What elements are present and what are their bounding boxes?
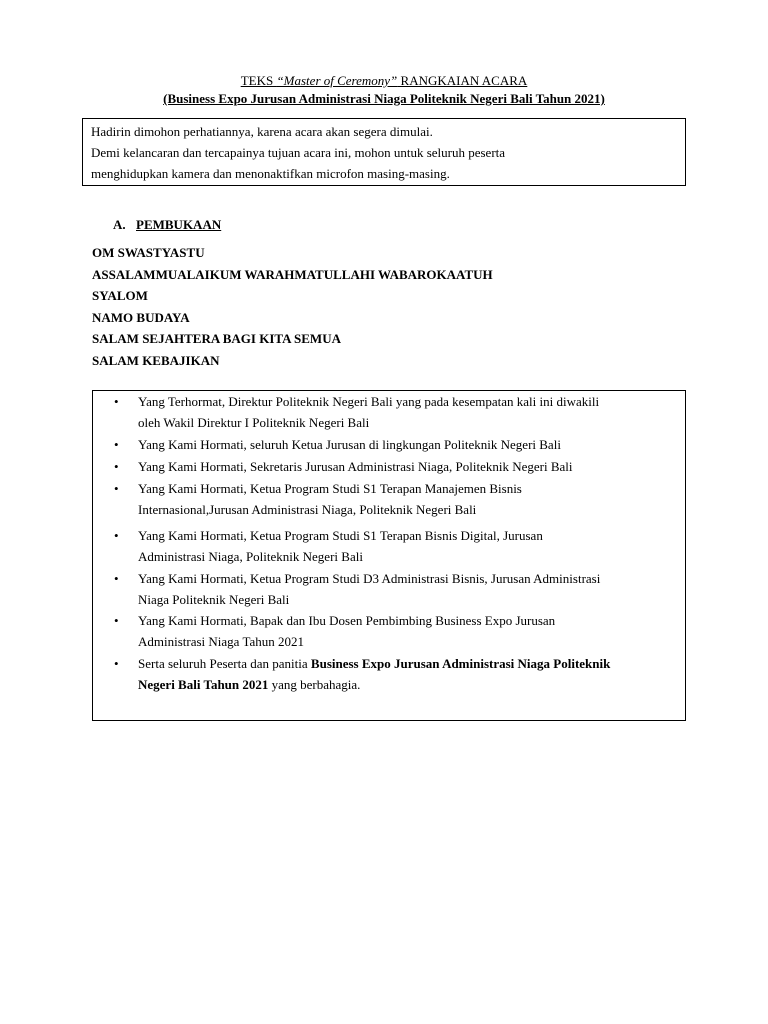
salutation-line: oleh Wakil Direktur I Politeknik Negeri Bali bbox=[138, 415, 370, 430]
salutation-line: Administrasi Niaga Tahun 2021 bbox=[138, 634, 305, 649]
salutation-line: Negeri Bali Tahun 2021 yang berbahagia. bbox=[138, 677, 361, 692]
salutation-line: Internasional,Jurusan Administrasi Niaga, Politeknik Negeri Bali bbox=[138, 502, 477, 517]
section-letter: A. bbox=[113, 217, 126, 232]
salutation-line: Niaga Politeknik Negeri Bali bbox=[138, 592, 290, 607]
greeting-line: OM SWASTYASTU bbox=[92, 245, 205, 260]
greeting-line: NAMO BUDAYA bbox=[92, 309, 190, 325]
bullet-icon: • bbox=[114, 656, 119, 671]
salutation-line: Administrasi Niaga, Politeknik Negeri Bali bbox=[138, 549, 363, 564]
section-title: PEMBUKAAN bbox=[136, 217, 222, 232]
salutation-line: Yang Kami Hormati, seluruh Ketua Jurusan di lingkungan Politeknik Negeri Bali bbox=[138, 437, 561, 452]
bullet-icon: • bbox=[114, 613, 119, 628]
title-line-2: (Business Expo Jurusan Administrasi Niaga Politeknik Negeri Bali Tahun 2021) bbox=[163, 91, 605, 106]
salutation-line: Yang Kami Hormati, Bapak dan Ibu Dosen Pembimbing Business Expo Jurusan bbox=[138, 613, 556, 628]
bullet-icon: • bbox=[114, 437, 119, 452]
document-title bbox=[0, 72, 768, 108]
bullet-icon: • bbox=[114, 394, 119, 409]
intro-line: menghidupkan kamera dan menonaktifkan microfon masing-masing. bbox=[91, 166, 450, 181]
event-name-bold: Negeri Bali Tahun 2021 bbox=[138, 677, 269, 692]
intro-line: Demi kelancaran dan tercapainya tujuan acara ini, mohon untuk seluruh peserta bbox=[91, 145, 506, 160]
section-a-heading bbox=[113, 217, 221, 233]
salutation-item bbox=[93, 525, 679, 567]
greeting-line: ASSALAMMUALAIKUM WARAHMATULLAHI WABAROKAATUH bbox=[92, 266, 493, 282]
salutation-item bbox=[93, 610, 679, 652]
salutation-line: Serta seluruh Peserta dan panitia Business Expo Jurusan Administrasi Niaga Politeknik bbox=[138, 656, 611, 671]
bullet-icon: • bbox=[114, 481, 119, 496]
salutation-line: Yang Kami Hormati, Ketua Program Studi S1 Terapan Bisnis Digital, Jurusan bbox=[138, 528, 543, 543]
bullet-icon: • bbox=[114, 528, 119, 543]
greeting-line: SALAM SEJAHTERA BAGI KITA SEMUA bbox=[92, 331, 341, 347]
intro-line: Hadirin dimohon perhatiannya, karena acara akan segera dimulai. bbox=[91, 124, 433, 139]
salutation-line: Yang Kami Hormati, Ketua Program Studi D3 Administrasi Bisnis, Jurusan Administrasi bbox=[138, 571, 601, 586]
intro-announcement-box bbox=[82, 118, 686, 186]
bullet-icon: • bbox=[114, 459, 119, 474]
salutation-item bbox=[93, 478, 679, 520]
title-line-1: TEKS “Master of Ceremony” RANGKAIAN ACARA bbox=[240, 73, 528, 88]
salutations-box bbox=[92, 390, 686, 721]
salutation-line: Yang Kami Hormati, Sekretaris Jurusan Administrasi Niaga, Politeknik Negeri Bali bbox=[138, 459, 573, 474]
salutation-item-final bbox=[93, 653, 679, 695]
salutation-line: Yang Kami Hormati, Ketua Program Studi S1 Terapan Manajemen Bisnis bbox=[138, 481, 522, 496]
greeting-line: SALAM KEBAJIKAN bbox=[92, 352, 220, 368]
title-italic: “Master of Ceremony” bbox=[276, 73, 398, 88]
greetings-list bbox=[92, 242, 493, 372]
salutation-item bbox=[93, 456, 679, 477]
salutation-line: Yang Terhormat, Direktur Politeknik Negeri Bali yang pada kesempatan kali ini diwakili bbox=[138, 394, 600, 409]
salutation-item bbox=[93, 391, 679, 433]
bullet-icon: • bbox=[114, 571, 119, 586]
greeting-line: SYALOM bbox=[92, 288, 148, 304]
salutation-item bbox=[93, 568, 679, 610]
salutation-item bbox=[93, 434, 679, 455]
event-name-bold: Business Expo Jurusan Administrasi Niaga Politeknik bbox=[310, 656, 611, 671]
